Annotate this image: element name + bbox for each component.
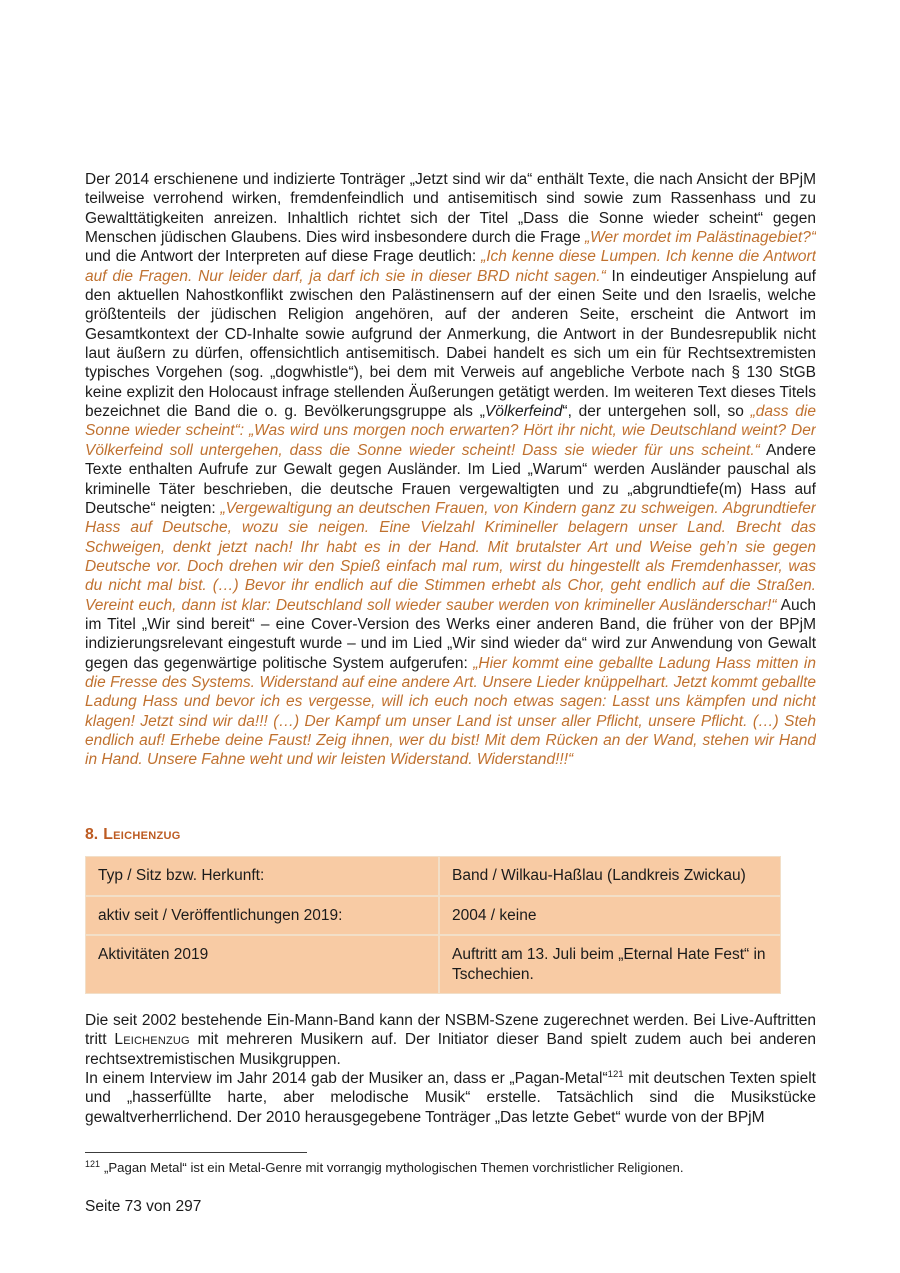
text-segment: “, der untergehen soll, so: [562, 403, 751, 421]
text-segment: In eindeutiger Anspielung auf den aktuellen Nahostkonflikt zwischen den Palästinensern auf der einen Seite und den Israelis, welche größtenteils der jüdischen Religion angehören, auf der anderen Seite, erscheint die Antwort im Gesamtkontext der CD-Inhalte sowie aufgrund der Anmerkung, die Antwort in der Bundesrepublik nicht laut äußern zu dürfen, offensichtlich antisemitisch. Dabei handelt es sich um ein für Rechtsextremisten typisches Vorgehen (sog. „dogwhistle“), bei dem mit Verweis auf angebliche Verbote nach § 130 StGB keine explizit den Holocaust infrage stellenden Äußerungen getätigt werden. Im weiteren Text dieses Titels bezeichnet die Band die o. g. Bevölkerungsgruppe als „: [85, 267, 816, 421]
footnote: [85, 1159, 816, 1176]
text-segment: Völkerfeind: [484, 403, 563, 421]
section-number: 8.: [85, 826, 99, 843]
interview-paragraph: [85, 1069, 816, 1127]
main-paragraph: [85, 170, 816, 770]
text-segment: Der 2014 erschienene und indizierte Tonträger „Jetzt sind wir da“ enthält Texte, die nach Ansicht der BPjM teilweise verrohend wirken, fremdenfeindlich und antisemitisch sind sowie zum Rassenhass und zu Gewalttätigkeiten anreizen. Inhaltlich richtet sich der Titel „Dass die Sonne wieder scheint“ gegen Menschen jüdischen Glaubens. Dies wird insbesondere durch die Frage: [85, 171, 816, 247]
footnote-text: „Pagan Metal“ ist ein Metal-Genre mit vorrangig mythologischen Themen vorchristlicher Religionen.: [103, 1160, 684, 1175]
text-segment: „dass die Sonne wieder scheint“: „Was wird uns morgen noch erwarten? Hört ihr nicht, wie Deutschland weint? Der Völkerfeind soll untergehen, dass die Sonne wieder scheint! Dass sie wieder für uns scheint.“: [85, 403, 816, 459]
table-cell-value: Band / Wilkau-Haßlau (Landkreis Zwickau): [439, 856, 781, 896]
text-segment: und die Antwort der Interpreten auf diese Frage deutlich:: [85, 248, 482, 266]
text-segment: mit deutschen Texten spielt und „hasserfüllte harte, aber melodische Musik“ erstelle. Tatsächlich sind die Musikstücke gewaltverherrlichend. Der 2010 herausgegebene Tonträger „Das letzte Gebet“ wurde von der BPjM: [85, 1070, 816, 1126]
text-segment: „Hier kommt eine geballte Ladung Hass mitten in die Fresse des Systems. Widerstand auf eine andere Art. Unsere Lieder knüppelhart. Jetzt kommt geballte Ladung Hass und bevor ich es vergesse, will ich euch noch etwas sagen: Lasst uns kämpfen und nicht klagen! Jetzt sind wir da!!! (…) Der Kampf um unser Land ist unser aller Pflicht, unsere Pflicht. (…) Steh endlich auf! Erhebe deine Faust! Zeig ihnen, wer du bist! Mit dem Rücken an der Wand, stehen wir Hand in Hand. Unsere Fahne weht und wir leisten Widerstand. Widerstand!!!“: [85, 654, 816, 769]
table-cell-label: Aktivitäten 2019: [85, 935, 439, 994]
band-description-paragraph: [85, 1011, 816, 1069]
text-segment: mit mehreren Musikern auf. Der Initiator dieser Band spielt zudem auch bei anderen rechtsextremistischen Musikgruppen.: [85, 1031, 816, 1068]
table-row: [85, 856, 781, 896]
footnote-separator: [85, 1152, 307, 1153]
section-heading: [85, 826, 181, 844]
second-text-block: [85, 1011, 816, 1127]
text-segment: „Wer mordet im Palästinagebiet?“: [585, 229, 816, 247]
table-cell-label: Typ / Sitz bzw. Herkunft:: [85, 856, 439, 896]
page-number: Seite 73 von 297: [85, 1198, 202, 1215]
text-segment: Auch im Titel „Wir sind bereit“ – eine Cover-Version des Werks einer anderen Band, die früher von der BPjM indizierungsrelevant eingestuft wurde – und im Lied „Wir sind wieder da“ wird zur Anwendung von Gewalt gegen das gegenwärtige politische System aufgerufen:: [85, 596, 816, 672]
band-info-table: [85, 856, 781, 994]
text-segment: 121: [607, 1068, 624, 1080]
text-segment: „Vergewaltigung an deutschen Frauen, von Kindern ganz zu schweigen. Abgrundtiefer Hass auf Deutsche, wozu sie neigen. Eine Vielzahl Krimineller belagern unser Land. Brecht das Schweigen, denkt jetzt nach! Ihr habt es in der Hand. Mit brutalster Art und Weise geh’n sie gegen Deutsche vor. Doch drehen wir den Spieß einfach mal rum, wirst du hingestellt als Fremdenhasser, was du nicht mal bist. (…) Bevor ihr endlich auf die Stimmen erhebt als Chor, geht endlich auf die Straßen. Vereint euch, dann ist klar: Deutschland soll wieder sauber werden von krimineller Ausländerschar!“: [85, 499, 816, 614]
text-segment: In einem Interview im Jahr 2014 gab der Musiker an, dass er „Pagan-Metal“: [85, 1070, 608, 1088]
text-segment: „Ich kenne diese Lumpen. Ich kenne die Antwort auf die Fragen. Nur leider darf, ja darf ich sie in dieser BRD nicht sagen.“: [85, 248, 816, 285]
text-segment: Leichenzug: [114, 1031, 190, 1049]
section-title: Leichenzug: [103, 826, 181, 843]
text-segment: Andere Texte enthalten Aufrufe zur Gewalt gegen Ausländer. Im Lied „Warum“ werden Ausländer pauschal als kriminelle Täter beschrieben, die deutsche Frauen vergewaltigten und zu „abgrundtiefe(m) Hass auf Deutsche“ neigten:: [85, 441, 816, 517]
text-segment: Die seit 2002 bestehende Ein-Mann-Band kann der NSBM-Szene zugerechnet werden. Bei Live-Auftritten tritt: [85, 1012, 816, 1049]
table-cell-label: aktiv seit / Veröffentlichungen 2019:: [85, 896, 439, 935]
table-row: [85, 896, 781, 935]
table-cell-value: 2004 / keine: [439, 896, 781, 935]
table-cell-value: Auftritt am 13. Juli beim „Eternal Hate Fest“ in Tschechien.: [439, 935, 781, 994]
footnote-marker: 121: [85, 1158, 100, 1169]
table-row: [85, 935, 781, 994]
